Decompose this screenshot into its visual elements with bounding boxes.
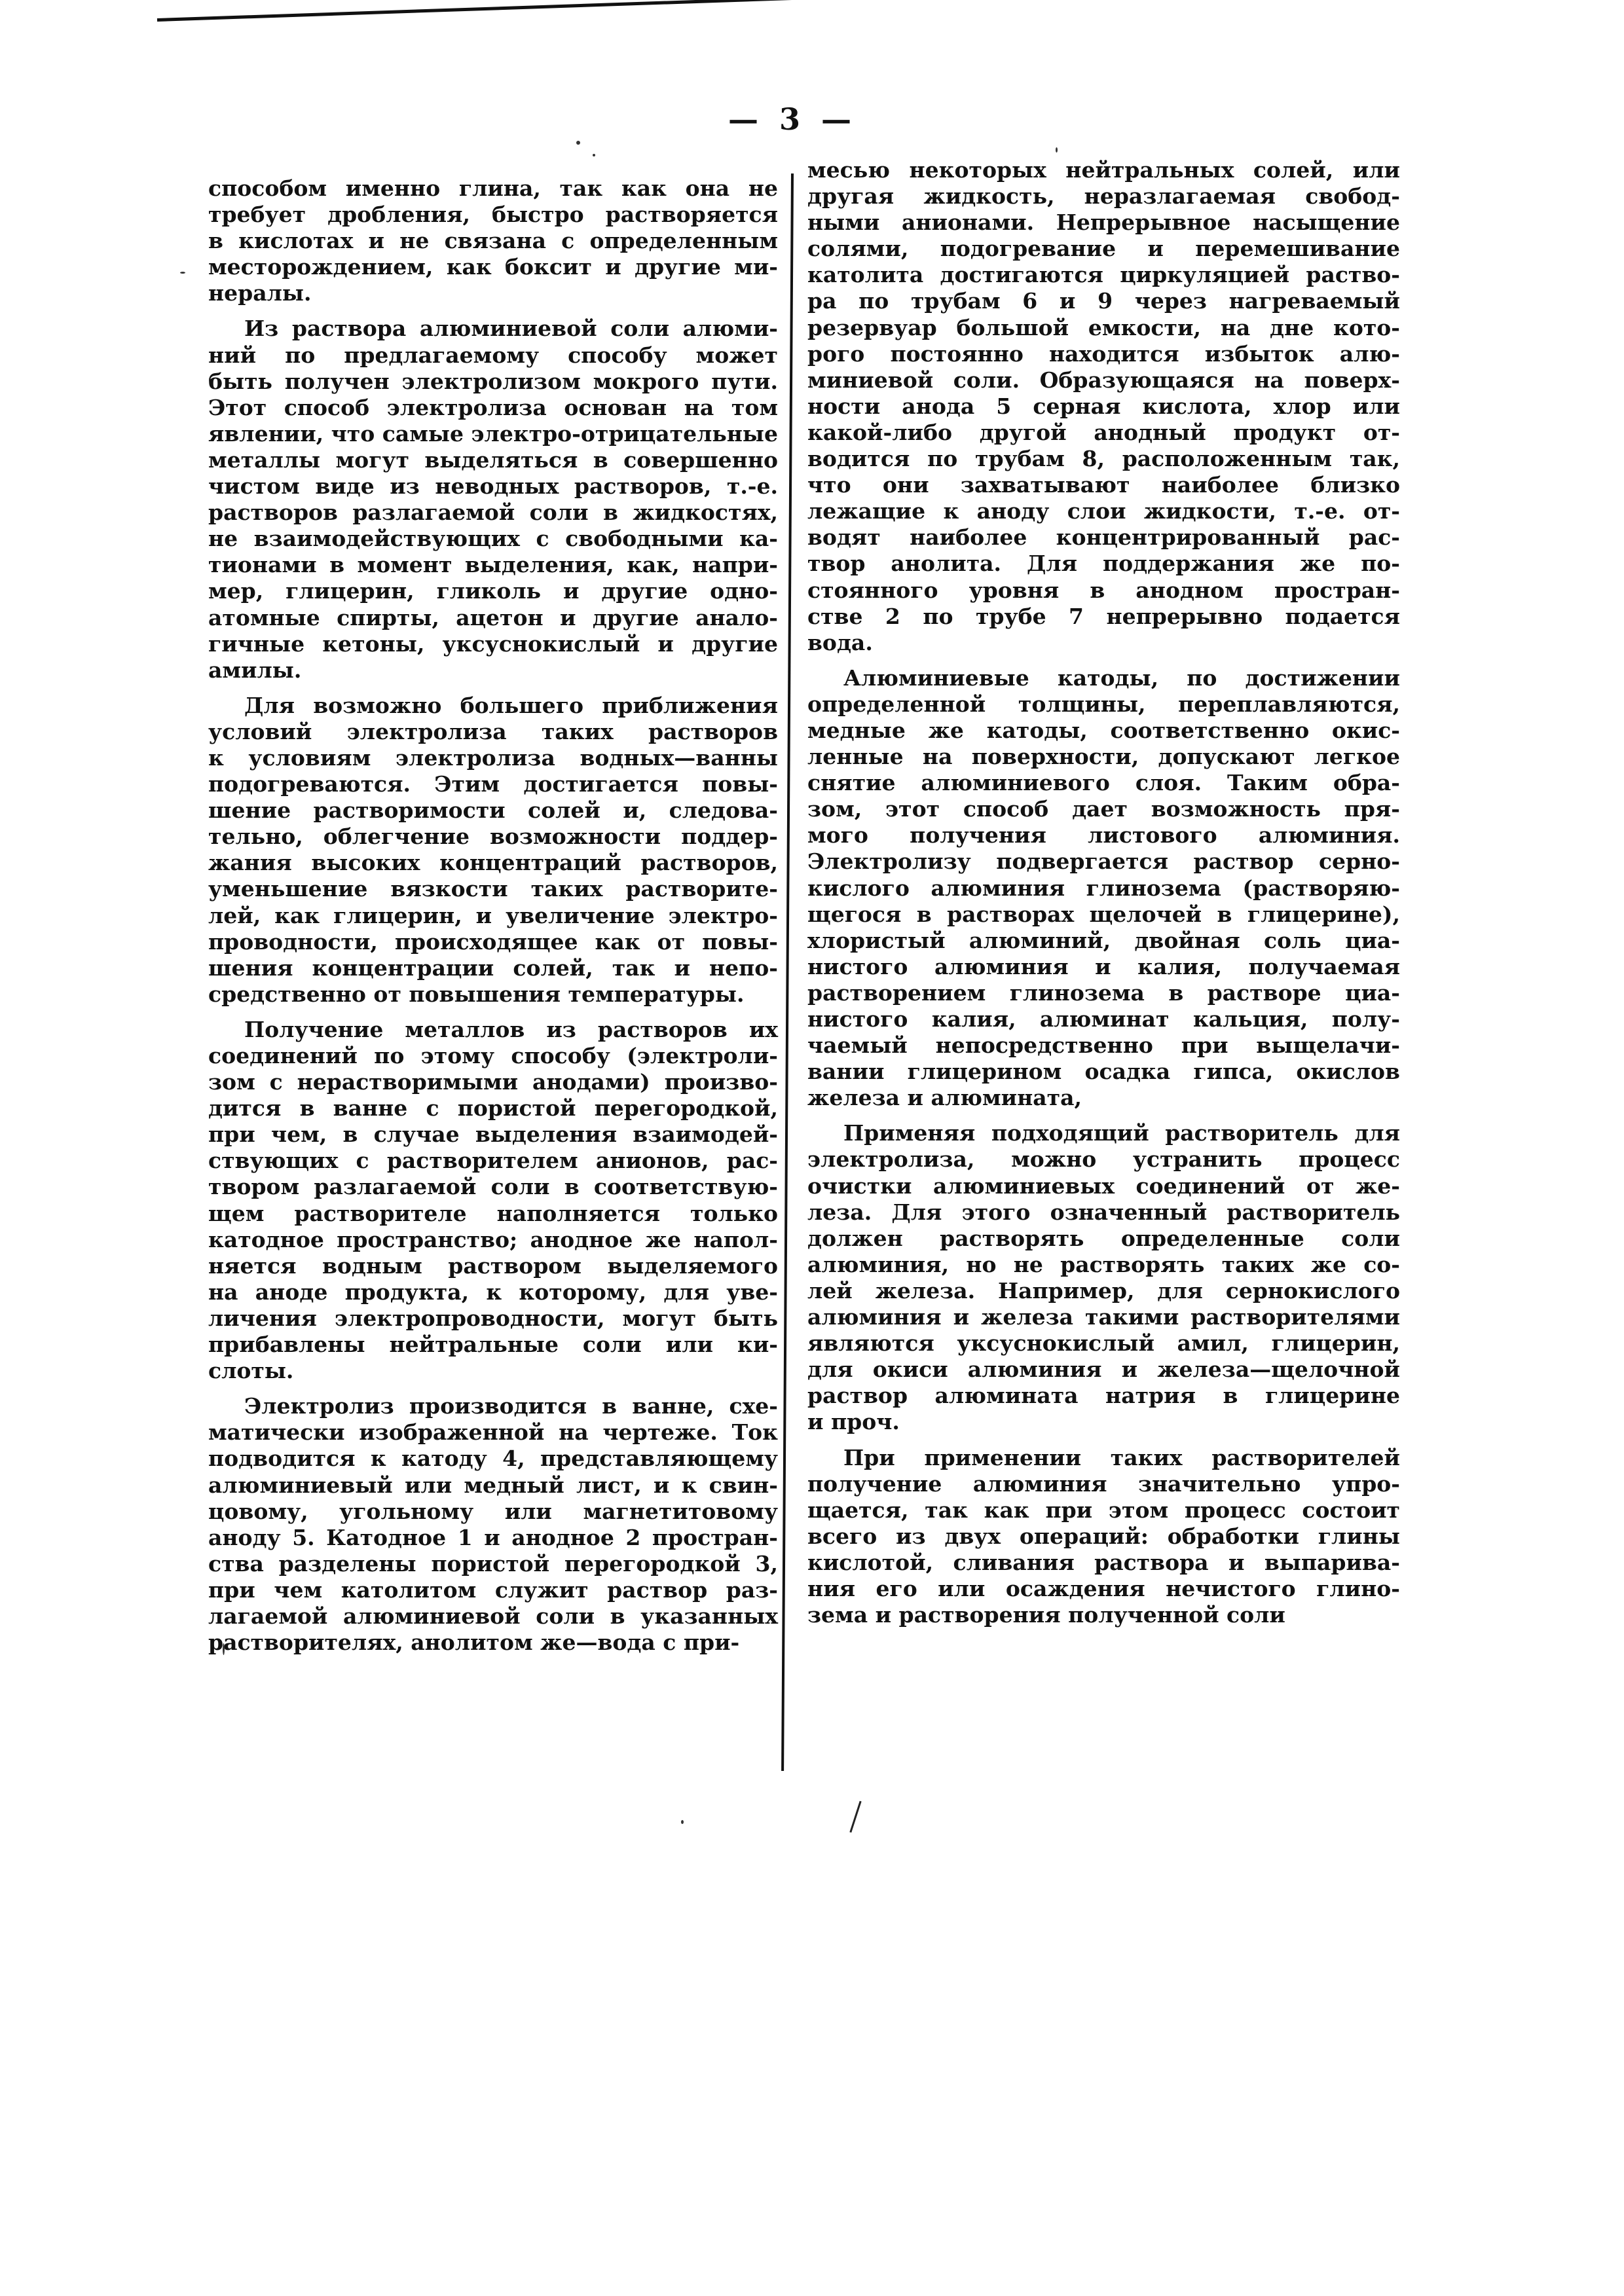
text-line: алюминия и железа такими растворителями bbox=[807, 1304, 1400, 1330]
text-line: зом с нерастворимыми анодами) произво- bbox=[208, 1069, 778, 1095]
text-line: тельно, облегчение возможности поддер- bbox=[208, 824, 778, 850]
text-line: получение алюминия значительно упро- bbox=[807, 1471, 1400, 1497]
text-line: условий электролиза таких растворов bbox=[208, 719, 778, 745]
text-line: Из раствора алюминиевой соли алюми- bbox=[208, 316, 778, 342]
text-line: цовому, угольному или магнетитовому bbox=[208, 1499, 778, 1525]
right-column bbox=[807, 157, 1400, 1628]
paragraph bbox=[208, 175, 778, 306]
text-line: не взаимодействующих с свободными ка- bbox=[208, 526, 778, 552]
text-line: месью некоторых нейтральных солей, или bbox=[807, 157, 1400, 183]
text-line: лей, как глицерин, и увеличение электро- bbox=[208, 903, 778, 929]
text-line: требует дробления, быстро растворяется bbox=[208, 202, 778, 228]
text-line: ности анода 5 серная кислота, хлор или bbox=[807, 393, 1400, 420]
text-line: при чем католитом служит раствор раз- bbox=[208, 1577, 778, 1603]
text-line: способом именно глина, так как она не bbox=[208, 175, 778, 202]
column-divider bbox=[781, 173, 794, 1771]
text-line: матически изображенной на чертеже. Ток bbox=[208, 1419, 778, 1446]
page-number: — 3 — bbox=[727, 101, 858, 137]
paragraph-gap bbox=[208, 1384, 778, 1393]
text-line: жания высоких концентраций растворов, bbox=[208, 850, 778, 876]
text-line: чистом виде из неводных растворов, т.-е. bbox=[208, 473, 778, 500]
text-line: в кислотах и не связана с определенным bbox=[208, 228, 778, 254]
text-line: стоянного уровня в анодном простран- bbox=[807, 577, 1400, 604]
text-line: Электролизу подвергается раствор серно- bbox=[807, 848, 1400, 875]
text-line: При применении таких растворителей bbox=[807, 1445, 1400, 1471]
text-line: металлы могут выделяться в совершенно bbox=[208, 447, 778, 473]
text-line: подводится к катоду 4, представляющему bbox=[208, 1446, 778, 1472]
text-line: нистого калия, алюминат кальция, полу- bbox=[807, 1006, 1400, 1032]
text-line: раствор алюмината натрия в глицерине bbox=[807, 1383, 1400, 1409]
text-line: ний по предлагаемому способу может bbox=[208, 342, 778, 369]
text-line: растворителях, анолитом же—вода с при- bbox=[208, 1630, 778, 1656]
paragraph bbox=[208, 1017, 778, 1384]
text-line: Применяя подходящий растворитель для bbox=[807, 1120, 1400, 1146]
text-line: миниевой соли. Образующаяся на поверх- bbox=[807, 367, 1400, 393]
text-line: мого получения листового алюминия. bbox=[807, 822, 1400, 848]
text-line: Алюминиевые катоды, по достижении bbox=[807, 665, 1400, 691]
text-line: личения электропроводности, могут быть bbox=[208, 1305, 778, 1332]
text-line: шение растворимости солей и, следова- bbox=[208, 797, 778, 824]
text-line: соединений по этому способу (электроли- bbox=[208, 1043, 778, 1069]
text-line: солями, подогревание и перемешивание bbox=[807, 236, 1400, 262]
paragraph bbox=[807, 1445, 1400, 1629]
text-line: должен растворять определенные соли bbox=[807, 1226, 1400, 1252]
text-line: для окиси алюминия и железа—щелочной bbox=[807, 1357, 1400, 1383]
text-line: лей железа. Например, для сернокислого bbox=[807, 1278, 1400, 1304]
text-line: леза. Для этого означенный растворитель bbox=[807, 1199, 1400, 1226]
text-line: Этот способ электролиза основан на том bbox=[208, 395, 778, 421]
text-line: очистки алюминиевых соединений от же- bbox=[807, 1173, 1400, 1199]
text-line: ра по трубам 6 и 9 через нагреваемый bbox=[807, 288, 1400, 314]
text-line: твором разлагаемой соли в соответствую- bbox=[208, 1174, 778, 1200]
text-line: щается, так как при этом процесс состоит bbox=[807, 1497, 1400, 1523]
text-line: водят наиболее концентрированный рас- bbox=[807, 524, 1400, 551]
text-line: железа и алюмината, bbox=[807, 1085, 1400, 1111]
text-line: прибавлены нейтральные соли или ки- bbox=[208, 1332, 778, 1358]
paragraph bbox=[208, 693, 778, 1008]
text-line: месторождением, как боксит и другие ми- bbox=[208, 254, 778, 280]
text-line: мер, глицерин, гликоль и другие одно- bbox=[208, 578, 778, 604]
text-line: щегося в растворах щелочей в глицерине), bbox=[807, 902, 1400, 928]
text-line: аноду 5. Катодное 1 и анодное 2 простран- bbox=[208, 1525, 778, 1551]
text-line: растворов разлагаемой соли в жидкостях, bbox=[208, 500, 778, 526]
scan-speck bbox=[576, 141, 580, 145]
text-line: катодное пространство; анодное же напол- bbox=[208, 1227, 778, 1253]
paragraph-gap bbox=[807, 1111, 1400, 1120]
text-line: всего из двух операций: обработки глины bbox=[807, 1523, 1400, 1550]
text-line: стве 2 по трубе 7 непрерывно подается bbox=[807, 604, 1400, 630]
text-line: дится в ванне с пористой перегородкой, bbox=[208, 1095, 778, 1121]
text-line: Электролиз производится в ванне, схе- bbox=[208, 1393, 778, 1419]
text-line: что они захватывают наиболее близко bbox=[807, 472, 1400, 498]
text-line: чаемый непосредственно при выщелачи- bbox=[807, 1032, 1400, 1059]
scan-speck bbox=[1056, 147, 1058, 153]
text-line: няется водным раствором выделяемого bbox=[208, 1253, 778, 1279]
paragraph bbox=[208, 1393, 778, 1656]
text-line: ленные на поверхности, допускают легкое bbox=[807, 744, 1400, 770]
paragraph-gap bbox=[807, 1436, 1400, 1445]
text-line: алюминия, но не растворять таких же со- bbox=[807, 1252, 1400, 1278]
scan-speck bbox=[681, 1820, 684, 1824]
text-line: алюминиевый или медный лист, и к свин- bbox=[208, 1472, 778, 1499]
text-line: быть получен электролизом мокрого пути. bbox=[208, 369, 778, 395]
text-line: лежащие к аноду слои жидкости, т.-е. от- bbox=[807, 498, 1400, 524]
text-line: кислого алюминия глинозема (растворяю- bbox=[807, 875, 1400, 902]
text-line: уменьшение вязкости таких растворите- bbox=[208, 876, 778, 902]
text-line: рого постоянно находится избыток алю- bbox=[807, 341, 1400, 367]
text-line: слоты. bbox=[208, 1358, 778, 1384]
text-line: электролиза, можно устранить процесс bbox=[807, 1146, 1400, 1173]
stray-pen-mark bbox=[849, 1801, 861, 1832]
paragraph-gap bbox=[807, 656, 1400, 665]
text-line: вании глицерином осадка гипса, окислов bbox=[807, 1059, 1400, 1085]
text-line: снятие алюминиевого слоя. Таким обра- bbox=[807, 770, 1400, 796]
scan-speck bbox=[593, 154, 595, 156]
paragraph-gap bbox=[208, 683, 778, 693]
header-rule bbox=[157, 0, 1073, 22]
text-line: являются уксуснокислый амил, глицерин, bbox=[807, 1330, 1400, 1357]
paragraph-gap bbox=[208, 306, 778, 316]
text-line: подогреваются. Этим достигается повы- bbox=[208, 771, 778, 797]
text-line: нистого алюминия и калия, получаемая bbox=[807, 954, 1400, 980]
text-line: лагаемой алюминиевой соли в указанных bbox=[208, 1603, 778, 1630]
text-line: растворением глинозема в растворе циа- bbox=[807, 980, 1400, 1006]
text-line: кислотой, сливания раствора и выпарива- bbox=[807, 1550, 1400, 1576]
text-line: гичные кетоны, уксуснокислый и другие bbox=[208, 631, 778, 657]
paragraph bbox=[807, 1120, 1400, 1435]
text-line: ния его или осаждения нечистого глино- bbox=[807, 1576, 1400, 1602]
text-line: явлении, что самые электро-отрицательные bbox=[208, 421, 778, 447]
text-line: Получение металлов из растворов их bbox=[208, 1017, 778, 1043]
text-line: зом, этот способ дает возможность пря- bbox=[807, 796, 1400, 822]
text-line: католита достигаются циркуляцией раство- bbox=[807, 262, 1400, 288]
text-line: амилы. bbox=[208, 657, 778, 683]
scan-speck bbox=[180, 272, 185, 274]
text-line: хлористый алюминий, двойная соль циа- bbox=[807, 928, 1400, 954]
paragraph bbox=[208, 316, 778, 683]
text-line: определенной толщины, переплавляются, bbox=[807, 691, 1400, 718]
text-line: шения концентрации солей, так и непо- bbox=[208, 955, 778, 981]
paragraph bbox=[807, 157, 1400, 656]
text-line: тионами в момент выделения, как, напри- bbox=[208, 552, 778, 578]
text-line: атомные спирты, ацетон и другие анало- bbox=[208, 605, 778, 631]
text-line: нералы. bbox=[208, 280, 778, 306]
text-line: и проч. bbox=[807, 1409, 1400, 1435]
text-line: проводности, происходящее как от повы- bbox=[208, 929, 778, 955]
text-line: зема и растворения полученной соли bbox=[807, 1602, 1400, 1628]
left-column bbox=[208, 175, 778, 1656]
text-line: к условиям электролиза водных—ванны bbox=[208, 745, 778, 771]
text-line: средственно от повышения температуры. bbox=[208, 981, 778, 1008]
scan-speck bbox=[223, 1643, 225, 1655]
paragraph bbox=[807, 665, 1400, 1112]
text-line: при чем, в случае выделения взаимодей- bbox=[208, 1121, 778, 1148]
text-line: какой-либо другой анодный продукт от- bbox=[807, 420, 1400, 446]
text-line: резервуар большой емкости, на дне кото- bbox=[807, 315, 1400, 341]
text-line: Для возможно большего приближения bbox=[208, 693, 778, 719]
text-line: водится по трубам 8, расположенным так, bbox=[807, 446, 1400, 472]
text-line: вода. bbox=[807, 630, 1400, 656]
text-line: ствующих с растворителем анионов, рас- bbox=[208, 1148, 778, 1174]
paragraph-gap bbox=[208, 1008, 778, 1017]
text-line: твор анолита. Для поддержания же по- bbox=[807, 551, 1400, 577]
text-line: ства разделены пористой перегородкой 3, bbox=[208, 1551, 778, 1577]
text-line: медные же катоды, соответственно окис- bbox=[807, 718, 1400, 744]
text-line: на аноде продукта, к которому, для уве- bbox=[208, 1279, 778, 1305]
text-line: щем растворителе наполняется только bbox=[208, 1201, 778, 1227]
text-line: другая жидкость, неразлагаемая свобод- bbox=[807, 183, 1400, 210]
text-line: ными анионами. Непрерывное насыщение bbox=[807, 210, 1400, 236]
